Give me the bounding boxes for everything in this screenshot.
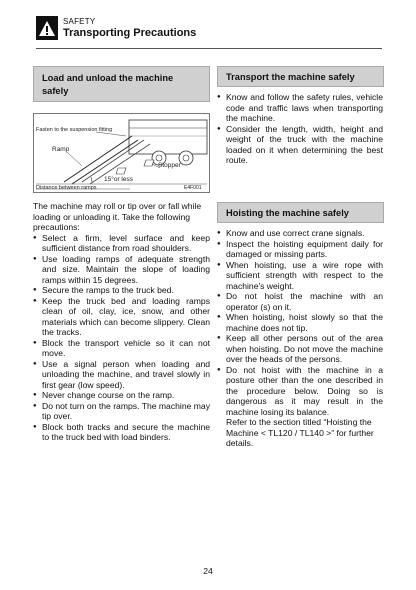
figure-code: E4F001	[184, 185, 202, 191]
list-item: ● Do not hoist the machine with an operator (s) on it.	[217, 291, 383, 312]
list-item: ● Consider the length, width, height and weight of the truck with the machine loaded on it when determining the best route.	[217, 124, 383, 166]
page-title: Transporting Precautions	[63, 27, 197, 39]
page-number: 24	[203, 566, 213, 576]
warning-icon	[36, 16, 58, 40]
list-item: ● Block the transport vehicle so it can not move.	[33, 338, 210, 359]
figure-label-suspension: Fasten to the suspension fitting	[36, 127, 113, 133]
list-item: ● Use loading ramps of adequate strength and size. Maintain the slope of loading ramps within 15 degrees.	[33, 254, 210, 286]
left-column-body	[33, 201, 210, 443]
list-item: ● Use a signal person when loading and unloading the machine, and travel slowly in first gear (low speed).	[33, 359, 210, 391]
list-item: ● Never change course on the ramp.	[33, 390, 210, 401]
list-item: ● Inspect the hoisting equipment daily for damaged or missing parts.	[217, 239, 383, 260]
left-section-title-line2: safely	[42, 86, 69, 96]
figure-label-angle: 15°or less	[104, 176, 133, 183]
right-bottom-section-header	[217, 202, 384, 223]
header-divider	[36, 48, 382, 49]
list-item: ● Know and follow the safety rules, vehicle code and traffic laws when transporting the machine.	[217, 92, 383, 124]
loading-ramp-illustration	[33, 113, 210, 193]
list-item: ● Secure the ramps to the truck bed.	[33, 285, 210, 296]
list-item: ● When hoisting, hoist slowly so that the machine does not tip.	[217, 312, 383, 333]
list-item: ● Block both tracks and secure the machine to the truck bed with load binders.	[33, 422, 210, 443]
right-top-section-header	[217, 66, 384, 87]
list-item: ● Keep the truck bed and loading ramps clean of oil, clay, ice, snow, and other materials which can become slippery. Clean the tracks.	[33, 296, 210, 338]
list-item: ● Select a firm, level surface and keep sufficient distance from road shoulders.	[33, 233, 210, 254]
section-category: SAFETY	[63, 17, 96, 26]
list-item: ● When hoisting, use a wire rope with sufficient strength with respect to the machine's weight.	[217, 260, 383, 292]
list-item: ● Know and use correct crane signals.	[217, 228, 383, 239]
right-bottom-body	[217, 228, 383, 449]
figure-label-stopper: Stopper	[158, 162, 181, 169]
figure-label-distance: Distance between ramps	[36, 185, 97, 191]
list-item: ● Keep all other persons out of the area when hoisting. Do not move the machine over the heads of the persons.	[217, 333, 383, 365]
list-item: ● Do not hoist with the machine in a posture other than the one described in the procedure below. Doing so is dangerous as it may result in the machine losing its balance.	[217, 365, 383, 418]
left-section-header	[33, 66, 210, 102]
figure-label-ramp: Ramp	[52, 146, 70, 153]
list-item: ● Do not turn on the ramps. The machine may tip over.	[33, 401, 210, 422]
hoisting-reference-note: Refer to the section titled “Hoisting the Machine < TL120 / TL140 >” for further details.	[226, 417, 374, 448]
left-precautions-list	[33, 233, 210, 443]
left-section-title-line1: Load and unload the machine	[42, 73, 174, 83]
left-intro-text: The machine may roll or tip over or fall while loading or unloading it. Take the following precautions:	[33, 201, 202, 232]
right-top-body	[217, 92, 383, 166]
right-bottom-section-title: Hoisting the machine safely	[226, 208, 349, 218]
right-top-section-title: Transport the machine safely	[226, 72, 355, 82]
transport-rules-list	[217, 92, 383, 166]
hoisting-rules-list	[217, 228, 383, 417]
